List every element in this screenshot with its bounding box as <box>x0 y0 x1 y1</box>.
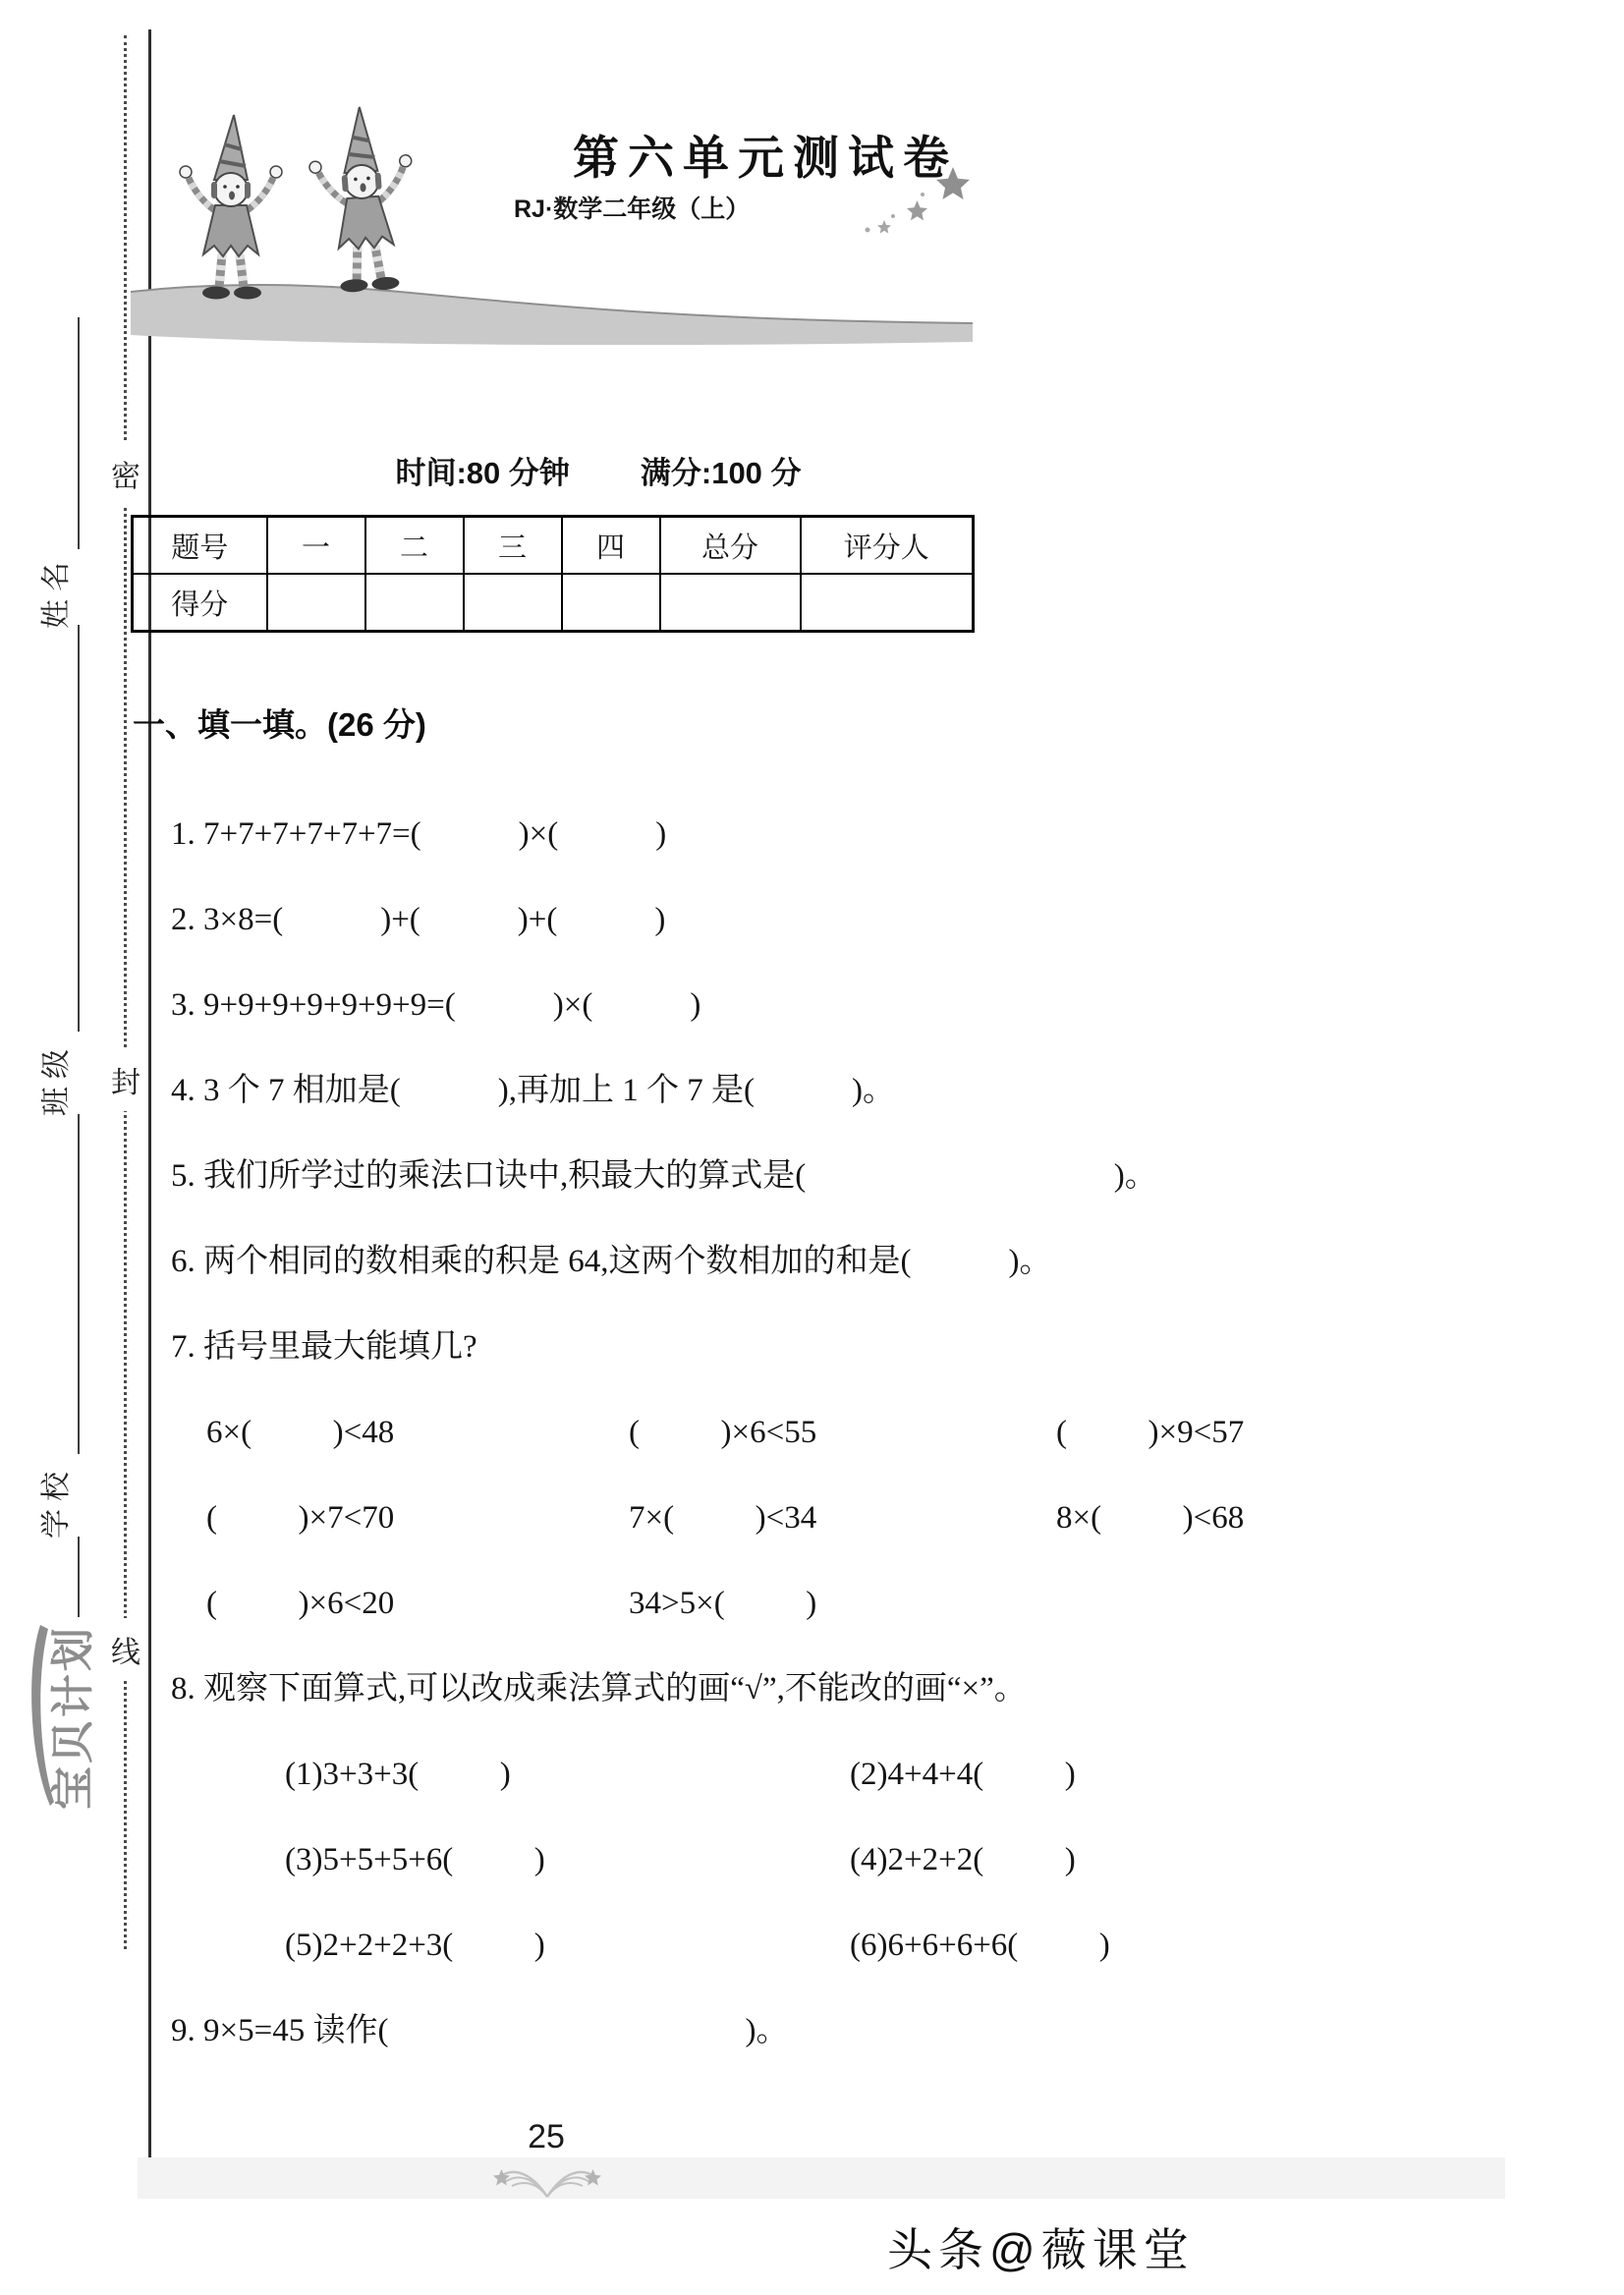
header-part-four: 四 <box>562 517 660 575</box>
question-7-grid-row-2 <box>171 1495 1615 1581</box>
q8-item-2: (2)4+4+4( ) <box>850 1757 1076 1792</box>
question-6: 6. 两个相同的数相乘的积是 64,这两个数相加的和是( )。 <box>171 1244 1052 1279</box>
question-4: 4. 3 个 7 相加是( ),再加上 1 个 7 是( )。 <box>171 1073 895 1108</box>
question-5: 5. 我们所学过的乘法口诀中,积最大的算式是( )。 <box>171 1158 1157 1194</box>
header-total-score: 总分 <box>660 517 801 575</box>
page-number: 25 <box>528 2118 565 2155</box>
school-fill-line <box>78 1114 80 1454</box>
seal-char-feng: 封 <box>108 1048 143 1111</box>
question-7-grid-row-3 <box>171 1581 1615 1666</box>
question-7-grid-row-1 <box>171 1410 1615 1495</box>
question-8: 8. 观察下面算式,可以改成乘法算式的画“√”,不能改的画“×”。 <box>171 1671 1027 1707</box>
score-table <box>131 515 975 633</box>
full-score-label: 满分:100 分 <box>640 456 802 490</box>
open-book-icon <box>493 2157 601 2206</box>
q7-item-8: 34>5×( ) <box>629 1586 817 1621</box>
question-9: 9. 9×5=45 读作( )。 <box>171 2013 789 2048</box>
score-cell <box>267 574 365 632</box>
header-part-one: 一 <box>267 517 365 575</box>
seal-char-xian: 线 <box>108 1618 143 1681</box>
q8-item-6: (6)6+6+6+6( ) <box>850 1928 1110 1963</box>
class-fill-line <box>78 625 80 1032</box>
header-grader: 评分人 <box>801 517 974 575</box>
q7-item-5: 7×( )<34 <box>629 1500 817 1536</box>
score-cell <box>464 574 562 632</box>
watermark-text: 头条@薇课堂 <box>887 2224 1195 2275</box>
q7-item-2: ( )×6<55 <box>629 1415 817 1450</box>
score-table-header-row <box>133 517 974 575</box>
score-table-score-row <box>133 574 974 632</box>
footer-band <box>138 2157 1505 2199</box>
publisher-logo-text: 宝贝计划 <box>49 1625 97 1810</box>
header-part-two: 二 <box>365 517 464 575</box>
question-8-grid-row-1 <box>171 1752 1615 1837</box>
margin-rule-line <box>148 29 151 2191</box>
question-8-grid-row-2 <box>171 1837 1615 1923</box>
q8-item-1: (1)3+3+3( ) <box>285 1757 511 1792</box>
section-one-heading: 一、填一填。(26 分) <box>133 706 426 743</box>
seal-char-mi: 密 <box>108 442 143 505</box>
header-part-three: 三 <box>464 517 562 575</box>
q8-item-3: (3)5+5+5+6( ) <box>285 1842 545 1877</box>
name-field-label: 姓名 <box>40 554 73 629</box>
exam-info-line <box>362 413 802 528</box>
time-limit-label: 时间:80 分钟 <box>395 456 570 490</box>
question-2: 2. 3×8=( )+( )+( ) <box>171 902 666 937</box>
q7-item-1: 6×( )<48 <box>206 1415 395 1450</box>
score-cell <box>801 574 974 632</box>
q7-item-6: 8×( )<68 <box>1056 1500 1245 1536</box>
school-field-label: 学校 <box>40 1464 73 1539</box>
question-1: 1. 7+7+7+7+7+7=( )×( ) <box>171 816 667 852</box>
question-3: 3. 9+9+9+9+9+9+9=( )×( ) <box>171 987 701 1023</box>
class-field-label: 班级 <box>40 1041 73 1116</box>
score-row-label: 得分 <box>133 574 267 632</box>
question-list <box>171 812 1615 2094</box>
q7-item-3: ( )×9<57 <box>1056 1415 1245 1450</box>
q8-item-4: (4)2+2+2( ) <box>850 1842 1076 1877</box>
name-fill-line <box>78 317 80 549</box>
page-title: 第六单元测试卷 <box>573 134 958 185</box>
header-question-number: 题号 <box>133 517 267 575</box>
page-subtitle: RJ·数学二年级（上） <box>514 196 751 223</box>
q8-item-5: (5)2+2+2+3( ) <box>285 1928 545 1963</box>
question-8-grid-row-3 <box>171 1923 1615 2008</box>
school-fill-line-end <box>78 1537 80 1617</box>
question-7: 7. 括号里最大能填几? <box>171 1329 477 1365</box>
score-cell <box>562 574 660 632</box>
q7-item-7: ( )×6<20 <box>206 1586 395 1621</box>
stars-decoration <box>860 165 987 249</box>
score-cell <box>365 574 464 632</box>
q7-item-4: ( )×7<70 <box>206 1500 395 1536</box>
logo-swoosh-icon <box>25 1621 54 1814</box>
publisher-logo <box>48 1617 99 1818</box>
score-cell <box>660 574 801 632</box>
